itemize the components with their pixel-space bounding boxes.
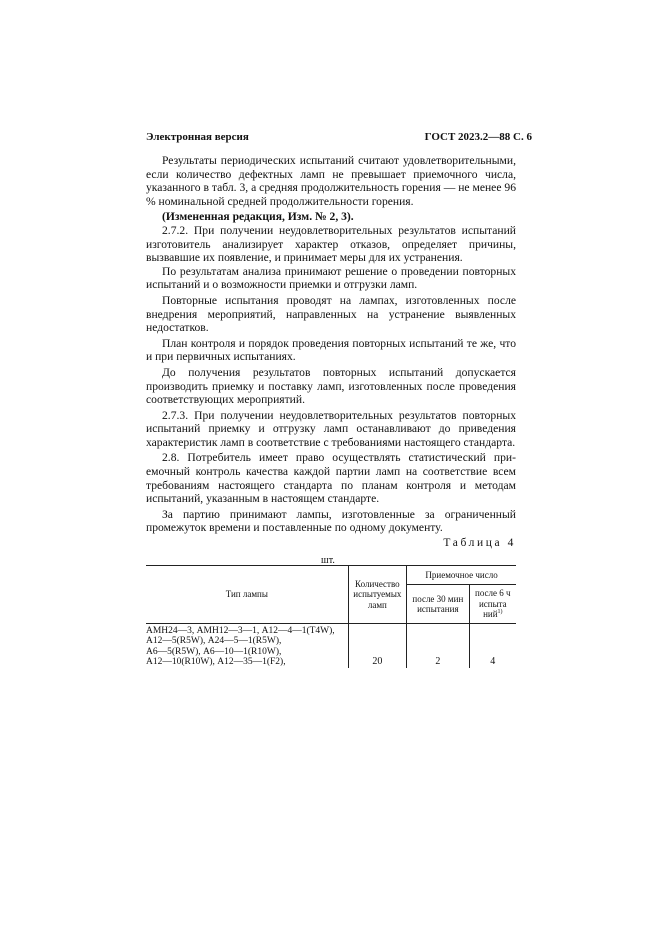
lamp-type-line: А12—10(R10W), А12—35—1(F2), [146,657,286,668]
amendment-note: (Измененная редакция, Изм. № 2, 3). [162,210,354,224]
table-caption: Таблица 4 [443,537,516,549]
paragraph: До получения результатов повторных испытаний допускается производить приемку и поставку ламп, изготовленных после проведения соответствующих мероприятий. [146,365,516,407]
footnote-mark: 1) [497,609,503,616]
paragraph: По результатам анализа принимают решение о проведении повторных испытаний и о возможности приемки и отгрузки ламп. [146,264,516,292]
header-right: ГОСТ 2023.2—88 С. 6 [424,131,532,143]
table-row [146,624,516,668]
lamp-type-line: А12—5(R5W), А24—5—1(R5W), [146,636,282,647]
cell-after-6-h: 4 [469,624,516,668]
cell-quantity: 20 [348,624,406,668]
header-lamp-type: Тип лампы [146,566,348,624]
header-acceptance-number: Приемочное число [407,566,516,585]
paragraph: 2.8. Потребитель имеет право осуществлять статистический приемочный контроль качества каждой партии ламп на соответствие всем требованиям настоящего стандарта по планам контроля и методам испытаний, указанным в настоящем стандарте. [146,451,516,506]
header-after-30-min: после 30 мин испытания [407,585,470,624]
body-text [146,154,516,535]
paragraph: Повторные испытания проводят на лампах, изготовленных после внедрения мероприятий, направленных на устранение выявленных недостатков. [146,293,516,335]
lamp-type-line: АМН24—3, АМН12—3—1, А12—4—1(Т4W), [146,626,335,636]
paragraph: 2.7.2. При получении неудовлетворительных результатов испытаний изготовитель анализирует характер отказов, определяет причины, вызвавшие их появление, и принимает меры для их устранения. [146,223,516,265]
header-after-6-h [469,585,516,624]
header-quantity: Количество испытуемых ламп [348,566,406,624]
paragraph: План контроля и порядок проведения повторных испытаний те же, что и при первичных испытаниях. [146,336,516,364]
header-left: Электронная версия [146,131,249,143]
cell-lamp-types [146,624,348,668]
lamp-type-line: А6—5(R5W), А6—10—1(R10W), [146,646,282,657]
paragraph: 2.7.3. При получении неудовлетворительных результатов повторных испытаний приемку и отгрузку ламп останавливают до приведения характеристик ламп в соответствие с требованиями настоящего стандарта. [146,408,516,449]
lamp-table [146,565,516,668]
paragraph: Результаты периодических испытаний считают удовлетворительными, если количество дефектных ламп не превышает приемочного числа, указанного в табл. 3, а средняя продолжительность горения — не менее 96 % номинальной средней продолжительности горения. [146,154,516,208]
paragraph: За партию принимают лампы, изготовленные за ограниченный промежуток времени и поставленные по одному документу. [146,507,516,535]
header-after-6-h-label: после 6 ч испыта ний [475,588,511,620]
cell-after-30-min: 2 [407,624,470,668]
table-unit: шт. [321,555,335,566]
